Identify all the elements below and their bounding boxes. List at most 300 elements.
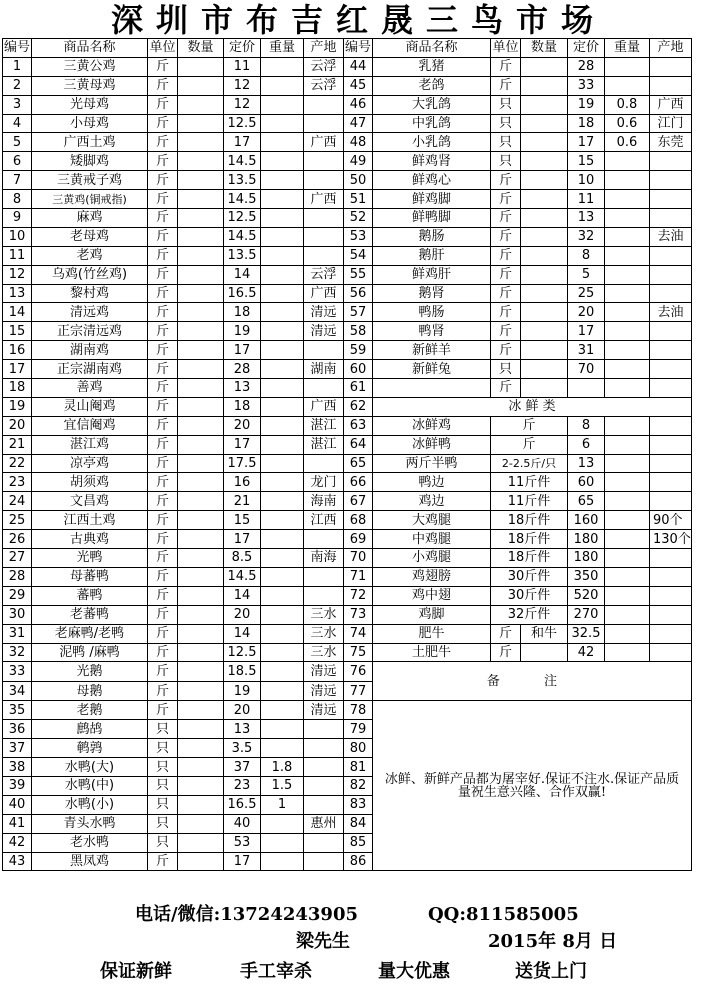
item-price xyxy=(568,379,605,398)
table-row xyxy=(3,209,692,228)
item-price: 53 xyxy=(224,833,261,852)
item-unit: 斤 xyxy=(491,341,521,360)
item-number: 56 xyxy=(344,284,373,303)
item-qty xyxy=(521,95,568,114)
item-price: 18 xyxy=(224,397,261,416)
item-number: 76 xyxy=(344,662,373,682)
item-qty xyxy=(178,776,224,795)
item-price: 270 xyxy=(568,605,605,624)
item-origin xyxy=(304,758,344,777)
item-unit: 斤 xyxy=(491,643,521,662)
item-weight xyxy=(261,473,304,492)
item-origin: 广西 xyxy=(650,95,692,114)
item-origin: 90个 xyxy=(650,511,692,530)
item-weight: 0.6 xyxy=(605,114,650,133)
item-name: 三黄戒子鸡 xyxy=(32,171,148,190)
item-name: 水鸭(小) xyxy=(32,795,148,814)
phone-text: 电话/微信:13724243905 xyxy=(135,904,358,925)
item-weight xyxy=(261,833,304,852)
item-number: 3 xyxy=(3,95,32,114)
item-spec: 斤 xyxy=(491,416,568,435)
item-name: 凉亭鸡 xyxy=(32,454,148,473)
table-row xyxy=(3,152,692,171)
item-number: 54 xyxy=(344,246,373,265)
item-weight xyxy=(261,492,304,511)
item-unit: 只 xyxy=(148,795,178,814)
item-number: 5 xyxy=(3,133,32,152)
item-number: 42 xyxy=(3,833,32,852)
item-number: 36 xyxy=(3,720,32,739)
item-name: 水鸭(大) xyxy=(32,758,148,777)
item-number: 48 xyxy=(344,133,373,152)
item-origin xyxy=(304,209,344,228)
item-number: 37 xyxy=(3,739,32,758)
item-weight xyxy=(261,303,304,322)
item-number: 55 xyxy=(344,265,373,284)
item-origin: 广西 xyxy=(304,397,344,416)
item-weight xyxy=(605,152,650,171)
item-price: 25 xyxy=(568,284,605,303)
item-qty xyxy=(178,852,224,871)
item-origin xyxy=(650,624,692,643)
item-origin xyxy=(304,341,344,360)
item-qty xyxy=(521,76,568,95)
item-unit: 斤 xyxy=(148,549,178,568)
item-unit: 斤 xyxy=(148,643,178,662)
item-name: 鹅肠 xyxy=(373,227,491,246)
item-name: 三黄母鸡 xyxy=(32,76,148,95)
column-header-weight: 重量 xyxy=(261,39,304,58)
item-unit: 斤 xyxy=(148,379,178,398)
item-origin xyxy=(650,454,692,473)
item-qty xyxy=(178,814,224,833)
item-weight xyxy=(261,701,304,720)
item-unit: 斤 xyxy=(491,624,521,643)
item-name: 冰鲜鸭 xyxy=(373,435,491,454)
item-name: 光鹅 xyxy=(32,662,148,682)
item-unit: 斤 xyxy=(491,76,521,95)
column-header-unit: 单位 xyxy=(492,40,519,56)
item-origin xyxy=(304,852,344,871)
item-origin: 三水 xyxy=(304,605,344,624)
item-origin: 惠州 xyxy=(304,814,344,833)
item-price: 14 xyxy=(224,586,261,605)
item-qty xyxy=(521,133,568,152)
item-qty: 和牛 xyxy=(521,624,568,643)
item-number: 1 xyxy=(3,57,32,76)
item-weight xyxy=(261,379,304,398)
item-origin xyxy=(650,416,692,435)
item-qty xyxy=(521,152,568,171)
item-origin: 去油 xyxy=(650,227,692,246)
item-weight xyxy=(261,227,304,246)
item-number: 63 xyxy=(344,416,373,435)
item-unit: 斤 xyxy=(148,227,178,246)
header-row xyxy=(3,39,692,58)
item-price: 8.5 xyxy=(224,549,261,568)
item-origin xyxy=(304,454,344,473)
item-weight xyxy=(605,435,650,454)
item-price: 14.5 xyxy=(224,567,261,586)
item-qty xyxy=(521,171,568,190)
item-number: 14 xyxy=(3,303,32,322)
table-row xyxy=(3,643,692,662)
item-price: 13 xyxy=(224,379,261,398)
item-number: 58 xyxy=(344,322,373,341)
item-number: 13 xyxy=(3,284,32,303)
item-number: 85 xyxy=(344,833,373,852)
item-spec: 11斤件 xyxy=(491,473,568,492)
item-price: 180 xyxy=(568,549,605,568)
item-unit: 斤 xyxy=(148,57,178,76)
item-name: 小鸡腿 xyxy=(373,549,491,568)
remarks-body: 冰鲜、新鲜产品都为屠宰好.保证不注水.保证产品质量祝生意兴隆、合作双赢! xyxy=(373,701,692,871)
item-weight xyxy=(605,586,650,605)
table-row xyxy=(3,549,692,568)
item-weight xyxy=(261,341,304,360)
item-origin: 广西 xyxy=(304,133,344,152)
item-name: 三黄公鸡 xyxy=(32,57,148,76)
item-qty xyxy=(178,795,224,814)
item-weight xyxy=(605,605,650,624)
table-row xyxy=(3,397,692,416)
table-row xyxy=(3,473,692,492)
item-origin xyxy=(304,114,344,133)
item-price: 16.5 xyxy=(224,284,261,303)
item-price: 12.5 xyxy=(224,643,261,662)
item-price: 12.5 xyxy=(224,209,261,228)
item-origin xyxy=(650,190,692,209)
item-name: 老鸽 xyxy=(373,76,491,95)
item-qty xyxy=(521,209,568,228)
item-number: 64 xyxy=(344,435,373,454)
table-row xyxy=(3,360,692,379)
item-weight: 0.6 xyxy=(605,133,650,152)
item-number: 69 xyxy=(344,530,373,549)
item-unit: 斤 xyxy=(148,681,178,701)
item-weight xyxy=(605,473,650,492)
item-qty xyxy=(178,133,224,152)
item-unit: 斤 xyxy=(148,114,178,133)
item-price: 31 xyxy=(568,341,605,360)
item-qty xyxy=(521,246,568,265)
column-header-name: 商品名称 xyxy=(373,39,491,58)
slogan-fresh: 保证新鲜 xyxy=(100,961,172,982)
item-unit: 斤 xyxy=(491,265,521,284)
item-qty xyxy=(178,114,224,133)
item-number: 19 xyxy=(3,397,32,416)
item-name: 冰鲜鸡 xyxy=(373,416,491,435)
item-number: 18 xyxy=(3,379,32,398)
item-weight xyxy=(605,511,650,530)
item-qty xyxy=(178,341,224,360)
item-name: 水鸭(中) xyxy=(32,776,148,795)
item-price: 16.5 xyxy=(224,795,261,814)
table-row xyxy=(3,190,692,209)
item-spec: 2-2.5斤/只 xyxy=(491,454,568,473)
item-qty xyxy=(178,435,224,454)
item-weight xyxy=(261,133,304,152)
item-name: 大鸡腿 xyxy=(373,511,491,530)
item-qty xyxy=(178,360,224,379)
item-origin: 清远 xyxy=(304,662,344,682)
item-qty xyxy=(521,227,568,246)
item-name: 光母鸡 xyxy=(32,95,148,114)
item-number: 78 xyxy=(344,701,373,720)
item-qty xyxy=(178,227,224,246)
item-price: 5 xyxy=(568,265,605,284)
item-origin xyxy=(304,379,344,398)
item-weight xyxy=(261,57,304,76)
item-unit: 斤 xyxy=(148,133,178,152)
item-number: 4 xyxy=(3,114,32,133)
item-origin xyxy=(650,492,692,511)
table-row xyxy=(3,492,692,511)
item-unit: 斤 xyxy=(148,852,178,871)
item-origin xyxy=(304,776,344,795)
item-weight xyxy=(605,341,650,360)
item-number: 75 xyxy=(344,643,373,662)
item-weight xyxy=(605,416,650,435)
table-row xyxy=(3,662,692,682)
item-price: 13 xyxy=(224,720,261,739)
item-weight xyxy=(261,322,304,341)
item-name: 湖南鸡 xyxy=(32,341,148,360)
item-qty xyxy=(178,95,224,114)
item-number: 86 xyxy=(344,852,373,871)
item-name: 文昌鸡 xyxy=(32,492,148,511)
item-price: 14 xyxy=(224,265,261,284)
item-spec: 斤 xyxy=(491,435,568,454)
item-price: 180 xyxy=(568,530,605,549)
item-price: 42 xyxy=(568,643,605,662)
item-origin: 湛江 xyxy=(304,416,344,435)
item-qty xyxy=(178,586,224,605)
item-number: 26 xyxy=(3,530,32,549)
item-origin xyxy=(304,246,344,265)
item-price: 20 xyxy=(224,605,261,624)
item-name: 广西土鸡 xyxy=(32,133,148,152)
item-weight xyxy=(261,171,304,190)
item-unit: 斤 xyxy=(491,284,521,303)
item-number: 9 xyxy=(3,209,32,228)
item-price: 13.5 xyxy=(224,246,261,265)
item-qty xyxy=(521,341,568,360)
item-price: 17 xyxy=(224,435,261,454)
item-number: 10 xyxy=(3,227,32,246)
item-name: 江西土鸡 xyxy=(32,511,148,530)
item-name: 乳猪 xyxy=(373,57,491,76)
item-name: 灵山阉鸡 xyxy=(32,397,148,416)
item-price: 18 xyxy=(224,303,261,322)
item-qty xyxy=(178,284,224,303)
item-price: 21 xyxy=(224,492,261,511)
item-spec: 30斤件 xyxy=(491,586,568,605)
item-weight xyxy=(605,379,650,398)
item-number: 2 xyxy=(3,76,32,95)
item-qty xyxy=(521,57,568,76)
item-origin xyxy=(650,76,692,95)
item-number: 53 xyxy=(344,227,373,246)
item-price: 18 xyxy=(568,114,605,133)
item-unit: 斤 xyxy=(148,662,178,682)
column-header-price: 定价 xyxy=(568,39,605,58)
item-weight xyxy=(605,209,650,228)
column-header-unit: 单位 xyxy=(149,40,176,56)
item-origin xyxy=(650,567,692,586)
item-number: 61 xyxy=(344,379,373,398)
item-number: 79 xyxy=(344,720,373,739)
table-row xyxy=(3,303,692,322)
item-origin: 三水 xyxy=(304,624,344,643)
item-origin xyxy=(650,473,692,492)
item-qty xyxy=(178,379,224,398)
item-qty xyxy=(178,152,224,171)
item-price: 15 xyxy=(224,511,261,530)
item-origin: 湛江 xyxy=(304,435,344,454)
item-name: 蕃鸭 xyxy=(32,586,148,605)
column-header-origin: 产地 xyxy=(304,39,344,58)
item-name: 矮脚鸡 xyxy=(32,152,148,171)
page-title: 深圳市布吉红晟三鸟市场 xyxy=(110,1,606,39)
table-row xyxy=(3,567,692,586)
item-origin xyxy=(304,152,344,171)
item-weight xyxy=(261,246,304,265)
item-price: 11 xyxy=(568,190,605,209)
item-number: 43 xyxy=(3,852,32,871)
item-origin xyxy=(650,265,692,284)
item-name: 老鸡 xyxy=(32,246,148,265)
table-row xyxy=(3,530,692,549)
item-unit: 斤 xyxy=(148,567,178,586)
item-origin xyxy=(304,720,344,739)
item-origin xyxy=(650,57,692,76)
item-origin: 龙门 xyxy=(304,473,344,492)
item-origin xyxy=(650,643,692,662)
item-qty xyxy=(178,681,224,701)
item-qty xyxy=(521,379,568,398)
item-name: 老蕃鸭 xyxy=(32,605,148,624)
item-name: 老麻鸭/老鸭 xyxy=(32,624,148,643)
item-number: 67 xyxy=(344,492,373,511)
item-origin: 清远 xyxy=(304,322,344,341)
item-name: 正宗湖南鸡 xyxy=(32,360,148,379)
item-number: 28 xyxy=(3,567,32,586)
item-weight xyxy=(261,209,304,228)
item-price: 19 xyxy=(224,322,261,341)
item-number: 74 xyxy=(344,624,373,643)
item-name: 善鸡 xyxy=(32,379,148,398)
item-number: 21 xyxy=(3,435,32,454)
item-name: 鲜鸭脚 xyxy=(373,209,491,228)
item-qty xyxy=(178,171,224,190)
item-price: 10 xyxy=(568,171,605,190)
item-name: 胡须鸡 xyxy=(32,473,148,492)
item-number: 29 xyxy=(3,586,32,605)
item-price: 23 xyxy=(224,776,261,795)
item-weight xyxy=(605,171,650,190)
item-number: 71 xyxy=(344,567,373,586)
item-name: 鸭肠 xyxy=(373,303,491,322)
item-origin xyxy=(650,605,692,624)
item-unit: 斤 xyxy=(491,209,521,228)
item-origin: 广西 xyxy=(304,190,344,209)
item-weight xyxy=(261,152,304,171)
item-price: 17 xyxy=(224,852,261,871)
table-row xyxy=(3,265,692,284)
item-qty xyxy=(178,720,224,739)
item-price: 19 xyxy=(568,95,605,114)
item-number: 34 xyxy=(3,681,32,701)
item-price: 14.5 xyxy=(224,190,261,209)
item-weight xyxy=(261,605,304,624)
item-name: 三黄鸡(铜戒指) xyxy=(32,190,148,209)
item-price: 8 xyxy=(568,246,605,265)
item-number: 38 xyxy=(3,758,32,777)
item-unit: 斤 xyxy=(148,152,178,171)
item-qty xyxy=(178,473,224,492)
item-unit: 斤 xyxy=(148,322,178,341)
item-number: 35 xyxy=(3,701,32,720)
item-name: 新鲜兔 xyxy=(373,360,491,379)
item-number: 6 xyxy=(3,152,32,171)
item-price: 14 xyxy=(224,624,261,643)
item-number: 82 xyxy=(344,776,373,795)
item-unit: 斤 xyxy=(491,303,521,322)
table-row xyxy=(3,246,692,265)
item-weight xyxy=(261,586,304,605)
item-weight xyxy=(261,360,304,379)
item-origin xyxy=(304,586,344,605)
item-unit: 只 xyxy=(491,133,521,152)
item-unit: 斤 xyxy=(491,171,521,190)
item-price: 40 xyxy=(224,814,261,833)
price-table xyxy=(2,38,692,871)
remarks-title: 备 注 xyxy=(373,662,692,701)
item-number: 17 xyxy=(3,360,32,379)
item-qty xyxy=(178,549,224,568)
item-name: 土肥牛 xyxy=(373,643,491,662)
item-number: 59 xyxy=(344,341,373,360)
item-unit: 斤 xyxy=(148,473,178,492)
item-weight xyxy=(261,397,304,416)
item-weight xyxy=(605,303,650,322)
item-qty xyxy=(521,114,568,133)
item-qty xyxy=(521,303,568,322)
item-unit: 斤 xyxy=(148,492,178,511)
item-weight xyxy=(605,567,650,586)
item-unit: 只 xyxy=(148,776,178,795)
item-weight xyxy=(261,739,304,758)
item-price: 14.5 xyxy=(224,152,261,171)
item-name: 鸭边 xyxy=(373,473,491,492)
item-name: 中乳鸽 xyxy=(373,114,491,133)
item-qty xyxy=(178,76,224,95)
item-number: 84 xyxy=(344,814,373,833)
item-qty xyxy=(178,643,224,662)
item-qty xyxy=(178,833,224,852)
item-origin: 三水 xyxy=(304,643,344,662)
item-weight xyxy=(605,57,650,76)
item-price: 32.5 xyxy=(568,624,605,643)
item-weight xyxy=(605,322,650,341)
table-row xyxy=(3,284,692,303)
item-price: 37 xyxy=(224,758,261,777)
item-name: 宜信阉鸡 xyxy=(32,416,148,435)
column-header-origin: 产地 xyxy=(650,39,692,58)
item-number: 72 xyxy=(344,586,373,605)
item-price: 17 xyxy=(224,133,261,152)
